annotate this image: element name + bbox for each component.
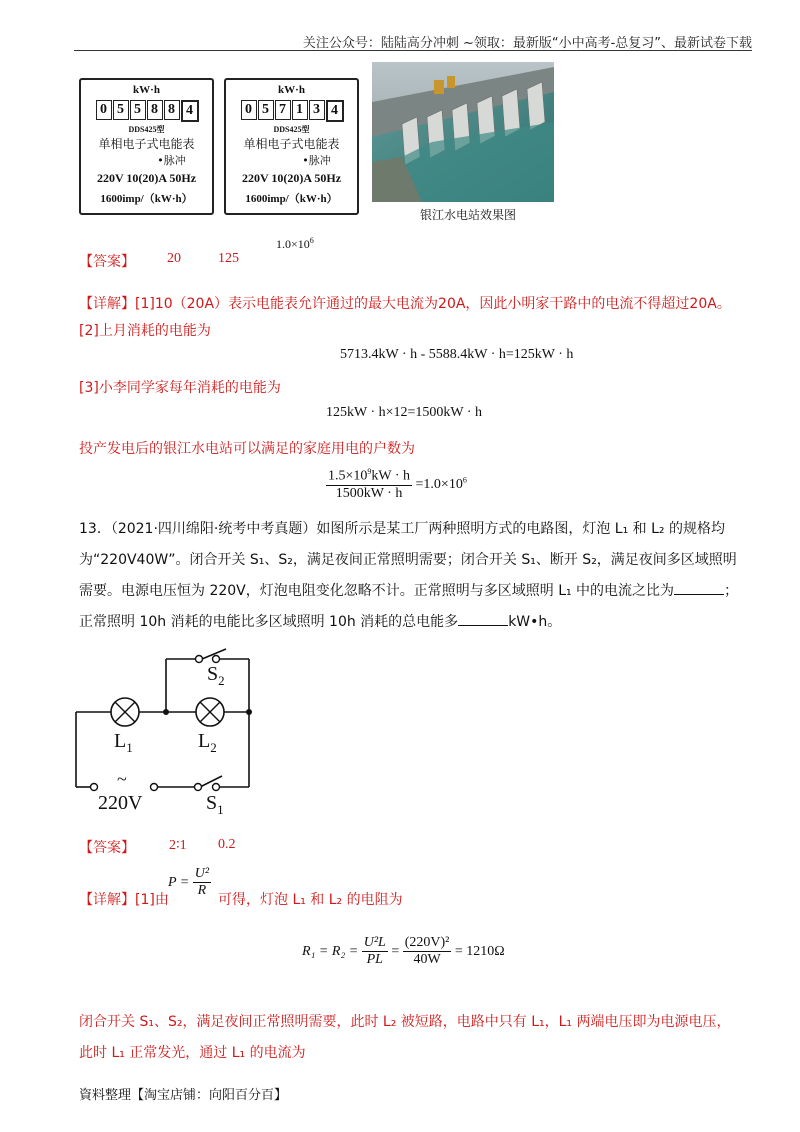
answer-value-3 [276,236,314,252]
answer-value-2: 125 [218,251,239,266]
fraction-denominator: PL [366,952,383,967]
equation: 125kW · h×12=1500kW · h [326,405,483,420]
numerator-unit: kW · h [371,468,411,484]
meter-digits [81,100,212,122]
label-sub: 1 [126,740,133,755]
switch-s2-label [207,663,225,689]
fraction-denominator: 1500kW · h [335,485,403,501]
equation-result: = 1210Ω [454,943,505,959]
question-text: ； [724,583,739,599]
answer-value-3-exp: 6 [309,236,314,245]
meter-name: 单相电子式电能表 [243,137,340,151]
meter-imp: 1600imp/（kW·h） [245,193,338,205]
detail-line: 闭合开关 S₁、S₂，满足夜间正常照明需要，此时 L₂ 被短路，电路中只有 L₁，L₁ 两端电压即为电源电压， [79,1014,731,1030]
label-sub: 1 [217,802,224,817]
detail-line: 投产发电后的银江水电站可以满足的家庭用电的户数为 [79,441,415,457]
equals-sign: = [391,943,400,959]
fraction-denominator: R [197,883,207,898]
resistance-equation [302,935,505,968]
meter-digit: 3 [309,100,325,120]
circuit-diagram [74,642,274,827]
fraction [193,866,211,899]
answer-value-2: 0.2 [218,837,236,852]
equation-fraction [326,467,467,502]
answer-blank [674,582,724,595]
hydropower-station-photo [372,62,554,202]
fraction-numerator: U²L [363,935,386,950]
meter-digit: 8 [147,100,163,120]
meter-name: 单相电子式电能表 [98,137,195,151]
meter-unit: kW·h [278,84,305,96]
meter-digit-decimal: 4 [181,100,199,122]
numerator-exp: 9 [367,467,372,476]
numerator-base: 1.5×10 [328,468,368,484]
detail-line: 可得，灯泡 L₁ 和 L₂ 的电阻为 [218,892,403,908]
question-text: 正常照明 10h 消耗的电能比多区域照明 10h 消耗的总电能多 [79,614,459,630]
page-footer: 資料整理【淘宝店铺：向阳百分百】 [79,1088,288,1103]
label-letter: S [207,663,219,685]
equation-result [415,474,467,492]
meter-imp: 1600imp/（kW·h） [100,193,193,205]
lamp-l2-label [198,730,217,756]
meter-pulse: •脉冲 [302,154,331,167]
answer-value-1: 2∶1 [169,838,187,853]
fraction-denominator: 40W [413,952,441,967]
label-letter: S [206,792,218,814]
equation: 5713.4kW · h - 5588.4kW · h=125kW · h [340,347,574,362]
question-text: 需要。电源电压恒为 220V，灯泡电阻变化忽略不计。正常照明与多区域照明 L₁ 中的电流之比为 [79,583,675,599]
source-voltage-label: 220V [98,792,143,814]
question-line: 为“220V40W”。闭合开关 S₁、S₂，满足夜间正常照明需要；闭合开关 S₁、断开 S₂，满足夜间多区域照明 [79,552,737,568]
photo-caption: 银江水电站效果图 [420,208,517,222]
power-formula [168,866,211,899]
energy-meter-1 [79,78,214,215]
answer-value-1: 20 [167,251,181,266]
meter-digit: 0 [241,100,257,120]
detail-line: [3]小李同学家每年消耗的电能为 [79,380,281,396]
label-letter: L [114,730,127,752]
meter-digit: 0 [96,100,112,120]
question-line: 13．（2021·四川绵阳·统考中考真题）如图所示是某工厂两种照明方式的电路图，灯泡 L₁ 和 L₂ 的规格均 [79,521,725,537]
fraction [326,467,412,502]
formula-lhs: P = [168,874,190,890]
equation-lhs: R₁ = R₂ = [302,943,359,959]
page-header: 关注公众号：陆陆高分冲刺 ~领取：最新版“小中高考-总复习”、最新试卷下载 [302,36,752,51]
meter-digit-decimal: 4 [326,100,344,122]
question-line [79,611,561,631]
energy-meter-2 [224,78,359,215]
detail-line: 此时 L₁ 正常发光，通过 L₁ 的电流为 [79,1045,306,1061]
meter-rating: 220V 10(20)A 50Hz [96,171,197,185]
detail-line: [2]上月消耗的电能为 [79,323,211,339]
result-base: =1.0×10 [415,476,463,492]
answer-label: 【答案】 [79,254,135,270]
meter-model: DDS425型 [273,125,310,134]
answer-label: 【答案】 [79,840,135,856]
meter-digit: 5 [258,100,274,120]
header-divider [74,50,752,51]
meter-rating: 220V 10(20)A 50Hz [241,171,342,185]
detail-prefix: 【详解】[1]由 [79,892,169,908]
answer-blank [458,613,508,626]
meter-digit: 5 [113,100,129,120]
fraction-numerator [326,467,412,486]
meter-digits [226,100,357,122]
detail-line: 【详解】[1]10（20A）表示电能表允许通过的最大电流为20A，因此小明家干路中的电流不得超过20A。 [79,296,731,312]
switch-s1-label [206,792,224,818]
fraction [403,935,452,968]
fraction-numerator: U² [194,866,210,881]
fraction-numerator: (220V)² [404,935,450,950]
answer-value-3-base: 1.0×10 [276,237,310,251]
lamp-l1-label [114,730,133,756]
label-letter: L [198,730,211,752]
meter-digit: 7 [275,100,291,120]
meter-digit: 8 [164,100,180,120]
question-text: kW•h。 [508,614,562,630]
meter-digit: 5 [130,100,146,120]
fraction [362,935,388,968]
result-exp: 6 [462,474,467,484]
ac-source-symbol: ~ [117,769,127,789]
meter-model: DDS425型 [128,125,165,134]
label-sub: 2 [210,740,217,755]
meter-pulse: •脉冲 [157,154,186,167]
label-sub: 2 [218,673,225,688]
meter-digit: 1 [292,100,308,120]
question-line [79,580,738,600]
meter-unit: kW·h [133,84,160,96]
